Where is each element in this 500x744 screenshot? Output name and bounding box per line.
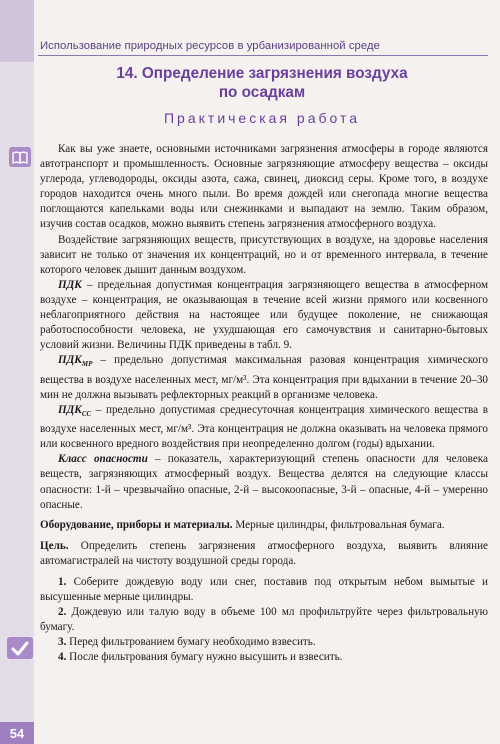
left-margin-header-block	[0, 0, 34, 62]
page-number: 54	[0, 722, 34, 744]
section-title	[40, 64, 484, 102]
goal-label: Цель.	[40, 539, 69, 552]
procedure-step	[40, 605, 488, 635]
step-text: Перед фильтрованием бумагу необходимо взвесить.	[66, 636, 316, 649]
equipment-text: Мерные цилиндры, фильтровальная бумага.	[232, 518, 445, 531]
step-text: Соберите дождевую воду или снег, поставив под открытым небом вымытые и высушенные мерные цилиндры.	[40, 575, 488, 604]
check-icon	[7, 637, 33, 659]
definition-pdk-text: – предельная допустимая концентрация загрязняющего вещества в атмосферном воздухе – концентрация, не оказывающая в течение всей жизни прямого или косвенного неблагоприятного действия на настоящее или будущее поколение, не снижающая работоспособности человека, не ухудшающая его самочувствия и санитарно-бытовых условий жизни. Величины ПДК приведены в табл. 9.	[40, 278, 488, 352]
term-pdk-mr-sub: МР	[81, 360, 93, 369]
definition-pdk-mr	[40, 353, 488, 403]
page-body	[40, 142, 488, 666]
intro-paragraph-2: Воздействие загрязняющих веществ, присутствующих в воздухе, на здоровье населения зависит не только от значения их концентраций, но и от временного интервала, в течение которого человек дышит данным воздухом.	[40, 233, 488, 276]
definition-pdk-mr-text: – предельно допустимая максимальная разовая концентрация химического вещества в воздухе населенных мест, мг/м³. Эта концентрация при вдыхании в течение 20–30 мин не должна вызывать рефлекторных реакций в организме человека.	[40, 354, 488, 401]
definition-pdk	[40, 278, 488, 353]
running-header: Использование природных ресурсов в урбанизированной среде	[40, 40, 380, 52]
intro-paragraph-1: Как вы уже знаете, основными источниками загрязнения атмосферы в городе являются автотранспорт и промышленность. Основные загрязняющие атмосферу вещества – оксиды углерода, углеводороды, оксиды азота, сажа, свинец, диоксид серы. Кроме того, в воздухе городов находится очень много пыли. Во время дождей или снегопада многие вещества поглощаются капельками воды или снежинками и выпадают на землю. Таким образом, изучив состав осадков, можно выявить степень загрязнения атмосферного воздуха.	[40, 143, 488, 231]
procedure-step	[40, 650, 488, 665]
procedure-step	[40, 575, 488, 605]
step-text: После фильтрования бумагу нужно высушить и взвесить.	[66, 651, 343, 664]
definition-hazard-class	[40, 452, 488, 512]
goal-paragraph	[40, 539, 488, 569]
section-title-line-1: 14. Определение загрязнения воздуха	[116, 65, 408, 82]
definition-hazard-class-text: – показатель, характеризующий степень опасности для человека веществ, загрязняющих атмосферный воздух. Вещества делятся на следующие классы опасности: 1-й – чрезвычайно опасные, 2-й – высокоопасные, 3-й – опасные, 4-й – умеренно опасные.	[40, 453, 488, 511]
equipment-paragraph	[40, 518, 488, 533]
procedure-step	[40, 635, 488, 650]
term-hazard-class: Класс опасности	[58, 453, 148, 466]
book-icon	[9, 147, 31, 167]
term-pdk-mr	[58, 354, 93, 369]
section-subtitle: Практическая работа	[163, 110, 361, 126]
section-title-line-2: по осадкам	[218, 84, 306, 101]
step-number: 2.	[58, 606, 67, 619]
term-pdk-mr-base: ПДК	[58, 354, 82, 367]
definition-pdk-ss	[40, 403, 488, 453]
procedure-steps	[40, 575, 488, 666]
step-text: Дождевую или талую воду в объеме 100 мл профильтруйте через фильтровальную бумагу.	[40, 606, 488, 634]
term-pdk-ss-sub: СС	[81, 410, 92, 419]
goal-text: Определить степень загрязнения атмосферного воздуха, выявить влияние автомагистралей на чистоту воздушной среды города.	[40, 539, 488, 567]
step-number: 1.	[58, 575, 67, 588]
equipment-label: Оборудование, приборы и материалы.	[40, 518, 233, 531]
term-pdk-ss-base: ПДК	[58, 403, 82, 416]
left-margin-strip	[0, 0, 34, 744]
term-pdk: ПДК	[58, 278, 82, 291]
step-number: 3.	[58, 636, 67, 649]
step-number: 4.	[58, 651, 67, 664]
term-pdk-ss	[58, 403, 92, 419]
header-divider	[38, 55, 488, 56]
definition-pdk-ss-text: – предельно допустимая среднесуточная концентрация химического вещества в воздухе населенных мест, мг/м³. Эта концентрация не должна оказывать на человека прямого или косвенного вредного воздействия при неопределенно долгом (годы) вдыхании.	[40, 403, 488, 451]
